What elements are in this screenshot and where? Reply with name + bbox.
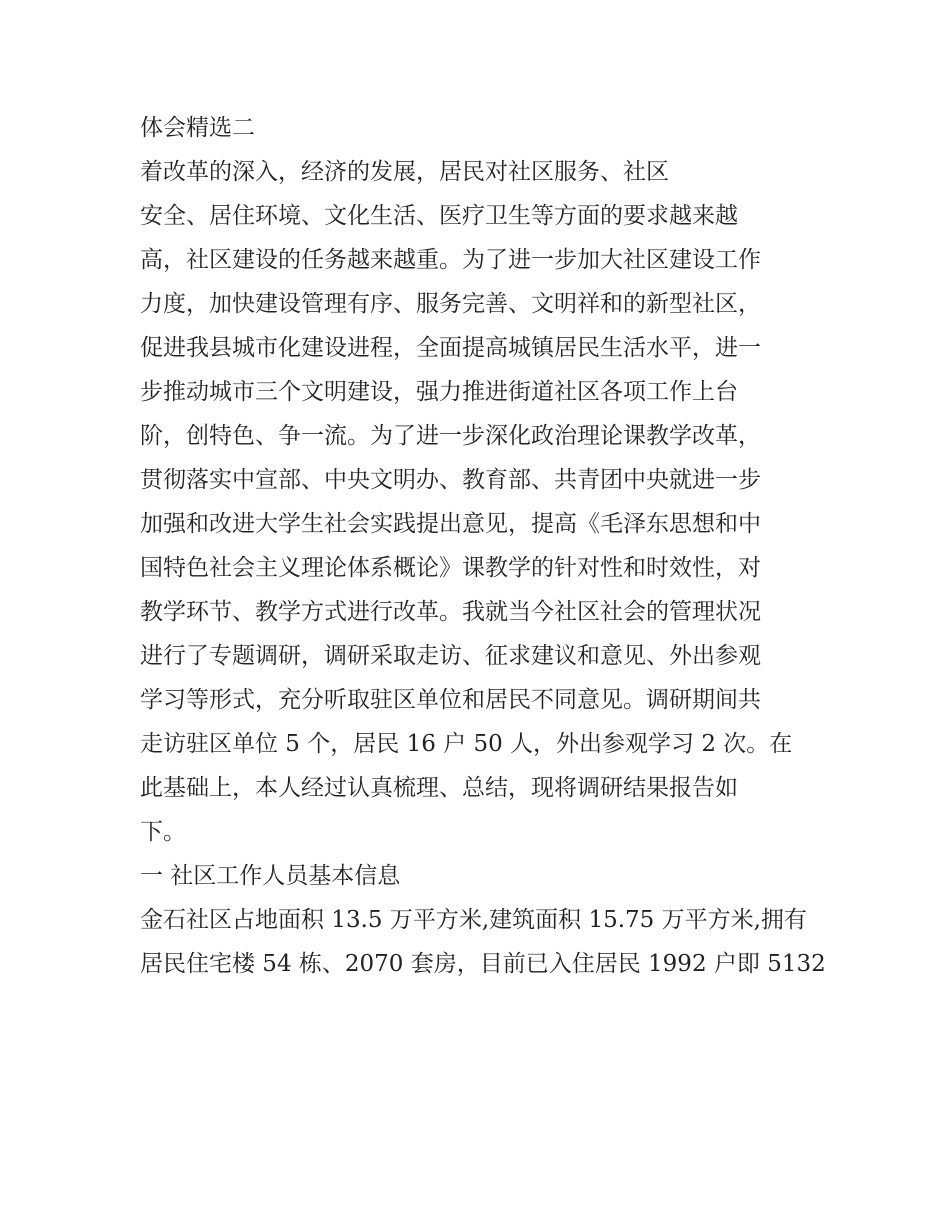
document-heading: 体会精选二 [140, 115, 255, 141]
paragraph-line: 阶，创特色、争一流。为了进一步深化政治理论课教学改革， [140, 423, 761, 449]
paragraph-line: 贯彻落实中宣部、中央文明办、教育部、共青团中央就进一步 [140, 467, 761, 493]
paragraph-line: 下。 [140, 819, 186, 845]
paragraph-line: 促进我县城市化建设进程，全面提高城镇居民生活水平，进一 [140, 335, 761, 361]
paragraph-line: 学习等形式，充分听取驻区单位和居民不同意见。调研期间共 [140, 687, 761, 713]
paragraph-line: 高，社区建设的任务越来越重。为了进一步加大社区建设工作 [140, 247, 761, 273]
paragraph-line: 力度，加快建设管理有序、服务完善、文明祥和的新型社区， [140, 291, 761, 317]
section-heading: 一 社区工作人员基本信息 [140, 863, 401, 889]
paragraph-line: 安全、居住环境、文化生活、医疗卫生等方面的要求越来越 [140, 203, 738, 229]
paragraph-line: 加强和改进大学生社会实践提出意见，提高《毛泽东思想和中 [140, 511, 761, 537]
paragraph-line: 国特色社会主义理论体系概论》课教学的针对性和时效性，对 [140, 555, 761, 581]
paragraph-line: 步推动城市三个文明建设，强力推进街道社区各项工作上台 [140, 379, 738, 405]
paragraph-intro [140, 150, 820, 854]
paragraph-line: 居民住宅楼 54 栋、2070 套房，目前已入住居民 1992 户即 5132 [140, 951, 826, 977]
paragraph-line: 此基础上，本人经过认真梳理、总结，现将调研结果报告如 [140, 775, 738, 801]
paragraph-line: 进行了专题调研，调研采取走访、征求建议和意见、外出参观 [140, 643, 761, 669]
paragraph-line: 教学环节、教学方式进行改革。我就当今社区社会的管理状况 [140, 599, 761, 625]
paragraph-community-info [140, 898, 826, 986]
paragraph-line: 着改革的深入，经济的发展，居民对社区服务、社区 [140, 159, 669, 185]
paragraph-line: 金石社区占地面积 13.5 万平方米,建筑面积 15.75 万平方米,拥有 [140, 907, 807, 933]
document-body [140, 106, 826, 986]
paragraph-line: 走访驻区单位 5 个，居民 16 户 50 人，外出参观学习 2 次。在 [140, 731, 793, 757]
